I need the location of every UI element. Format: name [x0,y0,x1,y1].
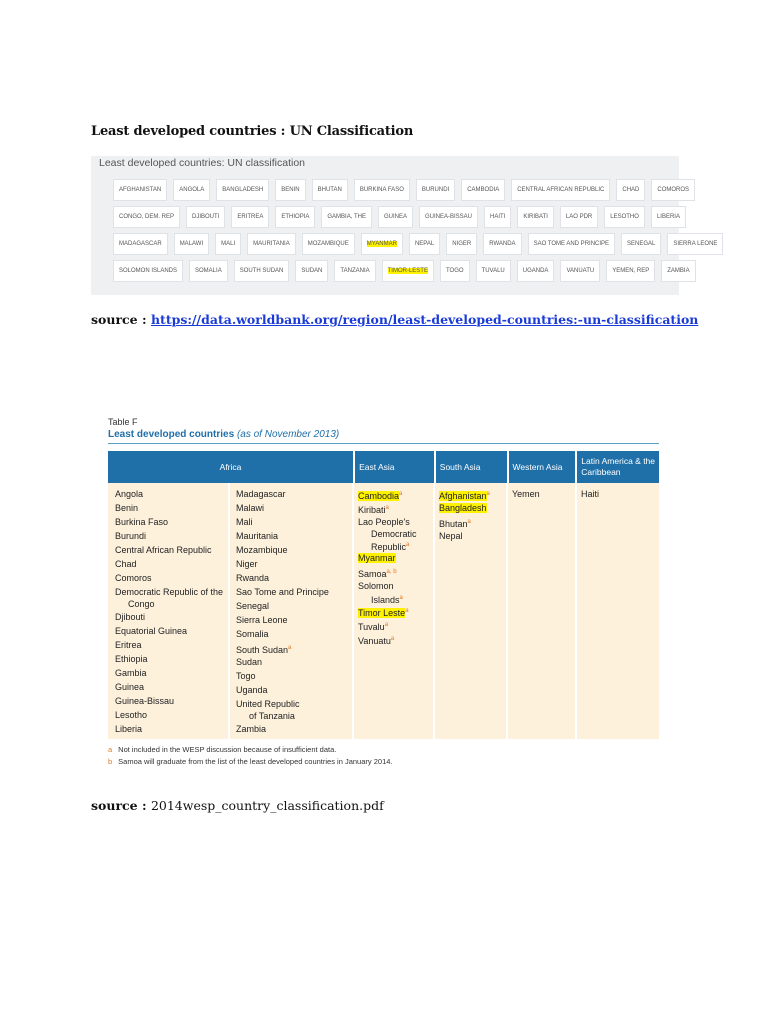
country-name: Lao People's [358,517,410,527]
country-chip-label: NIGER [452,241,472,247]
country-entry [115,624,228,638]
country-entry [236,655,352,669]
country-chip-label: TUVALU [481,268,505,274]
country-name: Senegal [236,601,270,611]
country-chip[interactable] [528,233,615,255]
country-entry [358,565,433,579]
country-chip-label: SOLOMON ISLANDS [119,268,178,274]
country-chip[interactable] [275,179,305,201]
section-heading: Least developed countries : UN Classification [91,124,414,139]
country-chip[interactable] [667,233,723,255]
footnote-marker: a [399,491,403,497]
country-chip-label: BENIN [281,187,300,193]
source-line-1 [91,312,698,327]
country-entry [439,487,506,501]
country-chip-label: CONGO, DEM. REP [119,214,175,220]
country-name: Nepal [439,531,463,541]
africa-column-2 [230,483,354,739]
country-chip[interactable] [354,179,410,201]
country-chip-label: SENEGAL [627,241,656,247]
footnote-b-text: Samoa will graduate from the list of the least developed countries in January 2014. [118,757,393,766]
country-entry [358,501,433,515]
country-chip[interactable] [382,260,434,282]
chip-row [113,179,690,201]
country-name: Democratic [371,529,417,539]
country-name: Comoros [115,573,152,583]
table-label: Table F [108,417,138,427]
footnote-marker: a [486,491,490,497]
country-name: United Republic [236,699,300,709]
country-chip[interactable] [661,260,695,282]
footnote-b [108,757,393,766]
country-chip-label: GUINEA-BISSAU [424,214,472,220]
country-entry [236,557,352,571]
country-chip-label: BURUNDI [421,187,450,193]
un-classification-panel [91,156,718,295]
table-header-row [108,451,659,483]
country-entry [236,501,352,515]
country-chip[interactable] [334,260,375,282]
country-chip-label: TIMOR-LESTE [387,268,428,274]
country-chip-label: GUINEA [383,214,407,220]
country-entry [115,557,228,571]
country-name: Central African Republic [115,545,212,555]
country-entry [358,579,433,593]
country-chip-label: CENTRAL AFRICAN REPUBLIC [517,187,605,193]
country-chip[interactable] [483,233,521,255]
footnote-marker: a [405,608,409,614]
footnote-marker: a, b [386,569,397,575]
country-chip[interactable] [419,206,478,228]
footnote-a-letter: a [108,745,113,754]
country-name: Vanuatu [358,636,391,646]
chip-row [113,206,679,228]
south-asia-column [435,483,508,739]
country-chip[interactable] [517,206,554,228]
country-chip-label: MALAWI [179,241,204,247]
country-chip-label: MALI [221,241,236,247]
country-chip[interactable] [651,179,695,201]
country-chip[interactable] [651,206,686,228]
country-chip[interactable] [606,260,655,282]
country-chip-label: YEMEN, REP [612,268,650,274]
country-name: Islands [371,595,400,605]
country-chip[interactable] [560,206,598,228]
country-chip[interactable] [461,179,505,201]
country-chip-label: ZAMBIA [667,268,690,274]
country-entry [358,487,433,501]
country-chip-label: VANUATU [566,268,595,274]
country-name: Tuvalu [358,622,385,632]
footnote-a [108,745,336,754]
country-chip-label: SIERRA LEONE [673,241,718,247]
country-chip-label: ETHIOPIA [281,214,310,220]
country-chip-label: MAURITANIA [253,241,290,247]
country-entry [115,610,228,624]
country-chip-list [113,179,718,287]
country-name: Yemen [512,489,540,499]
chip-row [113,260,690,282]
country-name: Sudan [236,657,263,667]
country-entry [236,669,352,683]
country-entry [236,722,352,736]
country-entry [115,666,228,680]
country-name: Afghanistan [439,491,487,501]
country-chip[interactable] [409,233,440,255]
country-name: Uganda [236,685,268,695]
country-chip-label: BANGLADESH [222,187,264,193]
country-name: Democratic Republic of the [115,587,224,597]
country-name: Republic [371,542,407,552]
country-name: Togo [236,671,256,681]
country-name: Myanmar [358,553,396,563]
source-line-2 [91,798,384,813]
country-entry [358,618,433,632]
country-entry [236,599,352,613]
country-chip[interactable] [616,179,645,201]
country-name: Djibouti [115,612,146,622]
country-name: Burundi [115,531,147,541]
footnote-marker: a [399,595,403,601]
country-entry [358,593,433,604]
country-chip[interactable] [113,260,183,282]
africa-column-1 [108,483,230,739]
country-name: Guinea [115,682,145,692]
country-name: South Sudan [236,645,289,655]
country-chip[interactable] [186,206,225,228]
country-entry [439,529,506,543]
country-entry [358,632,433,646]
footnote-a-text: Not included in the WESP discussion because of insufficient data. [118,745,337,754]
table-title [108,429,339,440]
country-chip-label: SOUTH SUDAN [239,268,284,274]
country-chip-label: SAO TOME AND PRINCIPE [533,241,610,247]
country-name: Sao Tome and Principe [236,587,329,597]
country-chip-label: ERITREA [237,214,264,220]
country-name: Ethiopia [115,654,148,664]
country-name: Bhutan [439,519,468,529]
country-chip[interactable] [295,260,328,282]
header-east-asia: East Asia [355,451,436,483]
country-chip-label: HAITI [490,214,506,220]
country-chip[interactable] [231,206,269,228]
country-name: Gambia [115,668,147,678]
country-entry [115,585,228,599]
country-chip[interactable] [440,260,470,282]
country-chip-label: NEPAL [414,241,435,247]
footnote-marker: a [385,505,389,511]
country-entry [439,501,506,515]
country-chip[interactable] [378,206,413,228]
country-name: Benin [115,503,139,513]
country-chip-label: SUDAN [301,268,323,274]
source-label: source : [91,312,147,327]
country-entry [115,543,228,557]
country-name: Malawi [236,503,265,513]
table-title-text: Least developed countries [108,429,235,440]
country-entry [236,529,352,543]
country-name: Chad [115,559,137,569]
country-name: Somalia [236,629,269,639]
country-chip-label: LIBERIA [656,214,680,220]
country-name: Guinea-Bissau [115,696,175,706]
country-chip-label: LAO PDR [565,214,593,220]
country-entry [236,585,352,599]
country-entry [236,543,352,557]
country-entry [581,487,659,501]
country-name: Niger [236,559,258,569]
country-chip[interactable] [604,206,645,228]
table-body-row [108,483,659,739]
footnote-marker: a [390,636,395,642]
country-name: Zambia [236,724,267,734]
country-name: Kiribati [358,505,386,515]
source-file: 2014wesp_country_classification.pdf [150,798,384,813]
country-chip[interactable] [416,179,455,201]
ldc-table [108,451,659,739]
country-entry [115,487,228,501]
country-chip[interactable] [275,206,315,228]
country-chip[interactable] [511,179,610,201]
country-chip-label: AFGHANISTAN [119,187,162,193]
country-entry [115,708,228,722]
footnote-marker: a [288,645,292,651]
country-chip-label: COMOROS [657,187,690,193]
country-name: Burkina Faso [115,517,169,527]
country-entry [115,680,228,694]
country-entry [512,487,575,501]
country-entry [236,711,352,722]
footnote-marker: a [406,542,410,548]
country-name: Mali [236,517,253,527]
country-entry [115,652,228,666]
country-chip-label: CHAD [622,187,640,193]
table-title-note: (as of November 2013) [236,429,340,440]
country-chip-label: CAMBODIA [467,187,500,193]
country-entry [115,501,228,515]
country-entry [358,529,433,540]
country-name: Liberia [115,724,143,734]
country-chip[interactable] [476,260,511,282]
country-entry [358,551,433,565]
country-chip-label: UGANDA [522,268,549,274]
country-chip[interactable] [215,233,241,255]
east-asia-column [354,483,435,739]
header-latin-america: Latin America & the Caribbean [581,456,656,477]
country-entry [115,515,228,529]
country-chip-label: MADAGASCAR [119,241,162,247]
country-chip-label: MOZAMBIQUE [307,241,349,247]
country-chip[interactable] [560,260,600,282]
country-chip[interactable] [173,179,210,201]
country-entry [115,599,228,610]
country-chip[interactable] [113,206,180,228]
country-entry [115,722,228,736]
country-chip[interactable] [361,233,403,255]
country-name: Sierra Leone [236,615,288,625]
country-chip-label: SOMALIA [195,268,222,274]
country-entry [358,604,433,618]
country-entry [115,529,228,543]
country-chip[interactable] [302,233,355,255]
latin-america-column [577,483,659,739]
country-chip-label: GAMBIA, THE [327,214,366,220]
western-asia-column [508,483,577,739]
country-chip-label: ANGOLA [179,187,205,193]
country-entry [236,613,352,627]
country-name: Samoa [358,569,387,579]
country-name: Haiti [581,489,600,499]
country-chip[interactable] [247,233,296,255]
country-entry [358,515,433,529]
country-name: Solomon [358,581,394,591]
country-chip[interactable] [517,260,555,282]
country-chip-label: MYANMAR [366,241,397,247]
country-chip[interactable] [484,206,511,228]
country-chip[interactable] [446,233,477,255]
country-name: Equatorial Guinea [115,626,188,636]
footnote-marker: a [467,519,471,525]
header-africa: Africa [108,451,355,483]
country-chip[interactable] [312,179,348,201]
country-chip-label: RWANDA [489,241,516,247]
country-entry [236,571,352,585]
country-entry [236,697,352,711]
country-name: of Tanzania [249,711,295,721]
country-entry [236,515,352,529]
country-entry [236,641,352,655]
country-chip[interactable] [216,179,269,201]
country-chip-label: LESOTHO [610,214,639,220]
country-entry [115,694,228,708]
country-chip-label: BURKINA FASO [359,187,404,193]
country-entry [236,487,352,501]
country-entry [115,571,228,585]
country-name: Timor Leste [358,608,406,618]
country-chip[interactable] [113,233,168,255]
country-chip[interactable] [189,260,228,282]
country-chip-label: TANZANIA [340,268,370,274]
footnote-b-letter: b [108,757,113,766]
panel-title: Least developed countries: UN classification [99,157,306,169]
country-entry [236,683,352,697]
source-link[interactable]: https://data.worldbank.org/region/least-developed-countries:-un-classification [150,312,699,327]
country-chip[interactable] [321,206,372,228]
chip-row [113,233,718,255]
country-entry [358,540,433,551]
country-entry [115,638,228,652]
country-chip-label: DJIBOUTI [192,214,220,220]
country-chip[interactable] [621,233,661,255]
header-western-asia: Western Asia [509,451,578,483]
header-south-asia: South Asia [436,451,509,483]
country-name: Madagascar [236,489,286,499]
country-name: Congo [128,599,155,609]
title-rule [108,443,659,444]
country-entry [236,627,352,641]
country-entry [439,515,506,529]
country-name: Rwanda [236,573,270,583]
country-name: Mozambique [236,545,288,555]
country-chip[interactable] [174,233,209,255]
country-chip-label: BHUTAN [317,187,342,193]
country-name: Angola [115,489,144,499]
country-chip-label: TOGO [445,268,464,274]
country-name: Bangladesh [439,503,487,513]
source-label-2: source : [91,798,147,813]
footnote-marker: a [384,622,389,628]
country-name: Lesotho [115,710,148,720]
country-name: Mauritania [236,531,279,541]
country-name: Cambodia [358,491,400,501]
country-name: Eritrea [115,640,142,650]
country-chip[interactable] [234,260,290,282]
country-chip[interactable] [113,179,167,201]
country-chip-label: KIRIBATI [523,214,548,220]
